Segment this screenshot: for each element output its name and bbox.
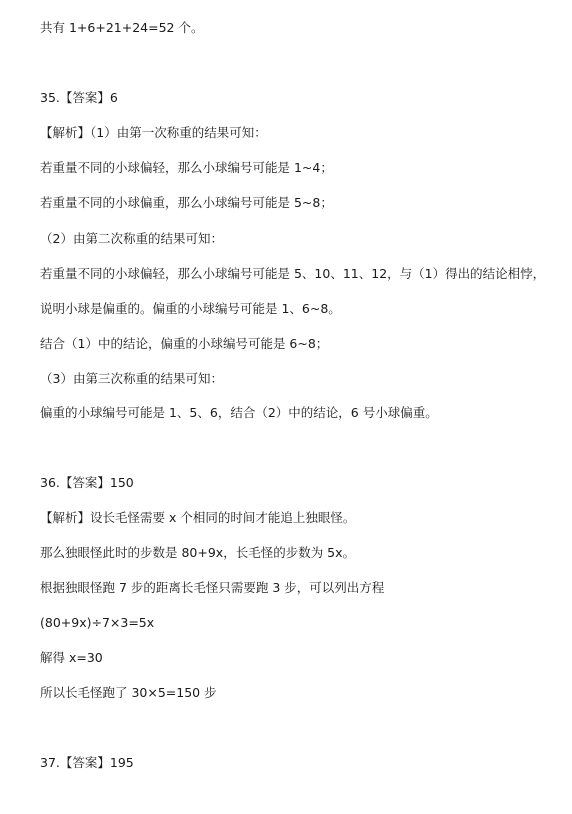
analysis-35-line: 若重量不同的小球偏轻，那么小球编号可能是 5、10、11、12，与（1）得出的结论相悖，: [40, 266, 546, 281]
analysis-35-step3: （3）由第三次称重的结果可知：: [40, 371, 223, 386]
analysis-35-step2: （2）由第二次称重的结果可知：: [40, 231, 223, 246]
analysis-36-line: 【解析】设长毛怪需要 x 个相同的时间才能追上独眼怪。: [40, 510, 356, 525]
analysis-35-step1: 【解析】（1）由第一次称重的结果可知：: [40, 125, 267, 140]
analysis-35-line: 偏重的小球编号可能是 1、5、6，结合（2）中的结论，6 号小球偏重。: [40, 405, 438, 420]
analysis-35-line: 若重量不同的小球偏重，那么小球编号可能是 5~8；: [40, 195, 333, 210]
answer-37: 37.【答案】195: [40, 755, 134, 770]
analysis-36-line: 那么独眼怪此时的步数是 80+9x，长毛怪的步数为 5x。: [40, 545, 356, 560]
analysis-35-line: 结合（1）中的结论，偏重的小球编号可能是 6~8；: [40, 336, 329, 351]
analysis-35-line: 若重量不同的小球偏轻，那么小球编号可能是 1~4；: [40, 160, 333, 175]
equation: (80+9x)÷7×3=5x: [40, 615, 155, 630]
answer-35: 35.【答案】6: [40, 90, 118, 105]
analysis-36-line: 根据独眼怪跑 7 步的距离长毛怪只需要跑 3 步，可以列出方程: [40, 580, 385, 595]
analysis-35-line: 说明小球是偏重的。偏重的小球编号可能是 1、6~8。: [40, 301, 341, 316]
conclusion: 所以长毛怪跑了 30×5=150 步: [40, 685, 217, 700]
text-line-total: 共有 1+6+21+24=52 个。: [40, 20, 204, 35]
answer-36: 36.【答案】150: [40, 475, 134, 490]
solution: 解得 x=30: [40, 650, 103, 665]
